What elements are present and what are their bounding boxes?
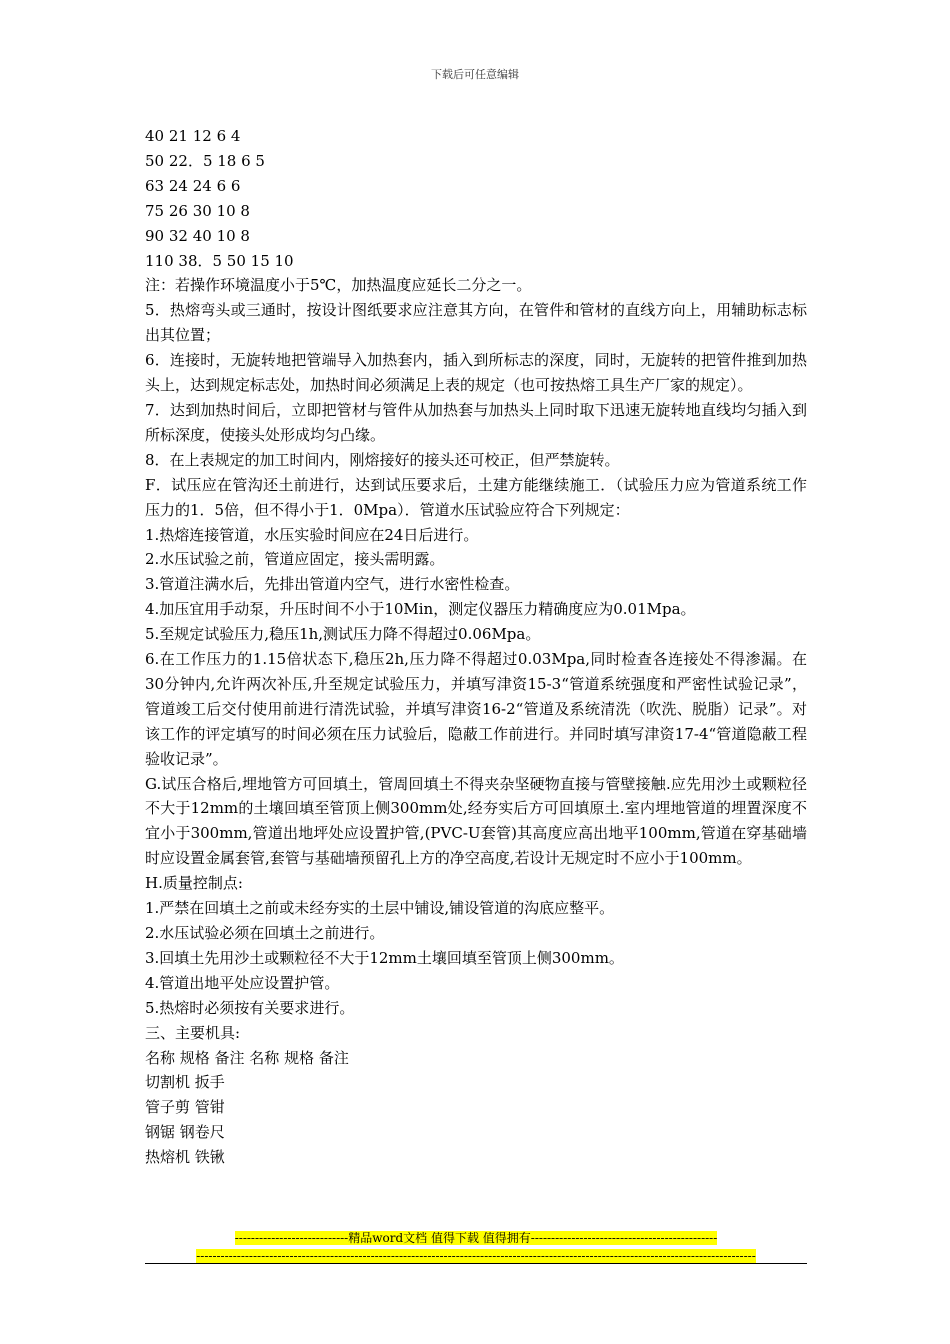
section-f-paragraph: F．试压应在管沟还土前进行，达到试压要求后，土建方能继续施工．（试验压力应为管道系统工作压力的1．5倍，但不得小于1．0Mpa）．管道水压试验应符合下列规定： (145, 475, 807, 519)
list-item: 4.加压宜用手动泵，升压时间不小于10Min，测定仪器压力精确度应为0.01Mpa。 (145, 600, 696, 619)
table-row: 63 24 24 6 6 (145, 176, 241, 195)
section-g-paragraph: G.试压合格后,埋地管方可回填土，管周回填土不得夹杂坚硬物直接与管壁接触.应先用沙土或颗粒径不大于12mm的土壤回填至管顶上侧300mm处,经夯实后方可回填原土.室内埋地管道的埋置深度不宜小于300mm,管道出地坪处应设置护管,(PVC-U套管)其高度应高出地平100mm,管道在穿基础墙时应设置金属套管,套管与基础墙预留孔上方的净空高度,若设计无规定时不应小于100mm。 (145, 774, 807, 868)
table-row: 钢锯 钢卷尺 (145, 1123, 225, 1142)
note-paragraph: 注：若操作环境温度小于5℃，加热温度应延长二分之一。 (145, 276, 532, 295)
section-heading: 三、主要机具: (145, 1023, 241, 1042)
table-row: 40 21 12 6 4 (145, 127, 241, 145)
list-item: 1.严禁在回填土之前或未经夯实的土层中铺设,铺设管道的沟底应整平。 (145, 899, 615, 918)
table-row: 热熔机 铁锹 (145, 1148, 225, 1167)
list-item: 3.回填土先用沙土或颗粒径不大于12mm土壤回填至管顶上侧300mm。 (145, 948, 624, 967)
section-heading: H.质量控制点: (145, 874, 243, 893)
table-row: 50 22．5 18 6 5 (145, 151, 265, 170)
footer-banner: ----------------------------精品word文档 值得下载 值得拥有---------------------------------------------- (234, 1231, 718, 1245)
table-row: 75 26 30 10 8 (145, 201, 250, 220)
list-item: 1.热熔连接管道，水压实验时间应在24日后进行。 (145, 525, 479, 544)
table-row: 110 38．5 50 15 10 (145, 251, 294, 270)
table-row: 管子剪 管钳 (145, 1098, 225, 1117)
list-item: 2.水压试验之前，管道应固定，接头需明露。 (145, 550, 445, 569)
footer-dashes: ------------------------------------------------------------------------------------------------------------------------------------------ (196, 1249, 756, 1263)
step-8-paragraph: 8．在上表规定的加工时间内，刚熔接好的接头还可校正，但严禁旋转。 (145, 450, 620, 469)
step-6-paragraph: 6．连接时，无旋转地把管端导入加热套内，插入到所标志的深度，同时，无旋转的把管件推到加热头上，达到规定标志处，加热时间必须满足上表的规定（也可按热熔工具生产厂家的规定）。 (145, 351, 807, 395)
list-item: 2.水压试验必须在回填土之前进行。 (145, 924, 385, 942)
list-item: 5.至规定试验压力,稳压1h,测试压力降不得超过0.06Mpa。 (145, 625, 541, 644)
table-row: 90 32 40 10 8 (145, 226, 250, 245)
page-header: 下载后可任意编辑 (431, 68, 519, 81)
list-item: 5.热熔时必须按有关要求进行。 (145, 998, 355, 1017)
list-item: 3.管道注满水后，先排出管道内空气，进行水密性检查。 (145, 575, 520, 594)
tools-table-header: 名称 规格 备注 名称 规格 备注 (145, 1048, 349, 1067)
step-5-paragraph: 5．热熔弯头或三通时，按设计图纸要求应注意其方向，在管件和管材的直线方向上，用辅助标志标出其位置； (145, 301, 807, 345)
page-footer (145, 1229, 807, 1265)
footer-rule (145, 1263, 807, 1264)
list-item: 6.在工作压力的1.15倍状态下,稳压2h,压力降不得超过0.03Mpa,同时检查各连接处不得渗漏。在30分钟内,允许两次补压,升至规定试验压力，并填写津资15-3“管道系统强度和严密性试验记录”，管道竣工后交付使用前进行清洗试验，并填写津资16-2“管道及系统清洗（吹洗、脱脂）记录”。对该工作的评定填写的时间必须在压力试验后，隐蔽工作前进行。并同时填写津资17-4“管道隐蔽工程验收记录”。 (145, 650, 807, 768)
table-row: 切割机 扳手 (145, 1073, 225, 1092)
step-7-paragraph: 7．达到加热时间后，立即把管材与管件从加热套与加热头上同时取下迅速无旋转地直线均匀插入到所标深度，使接头处形成均匀凸缘。 (145, 400, 807, 444)
list-item: 4.管道出地平处应设置护管。 (145, 973, 340, 992)
document-body (145, 124, 807, 1170)
